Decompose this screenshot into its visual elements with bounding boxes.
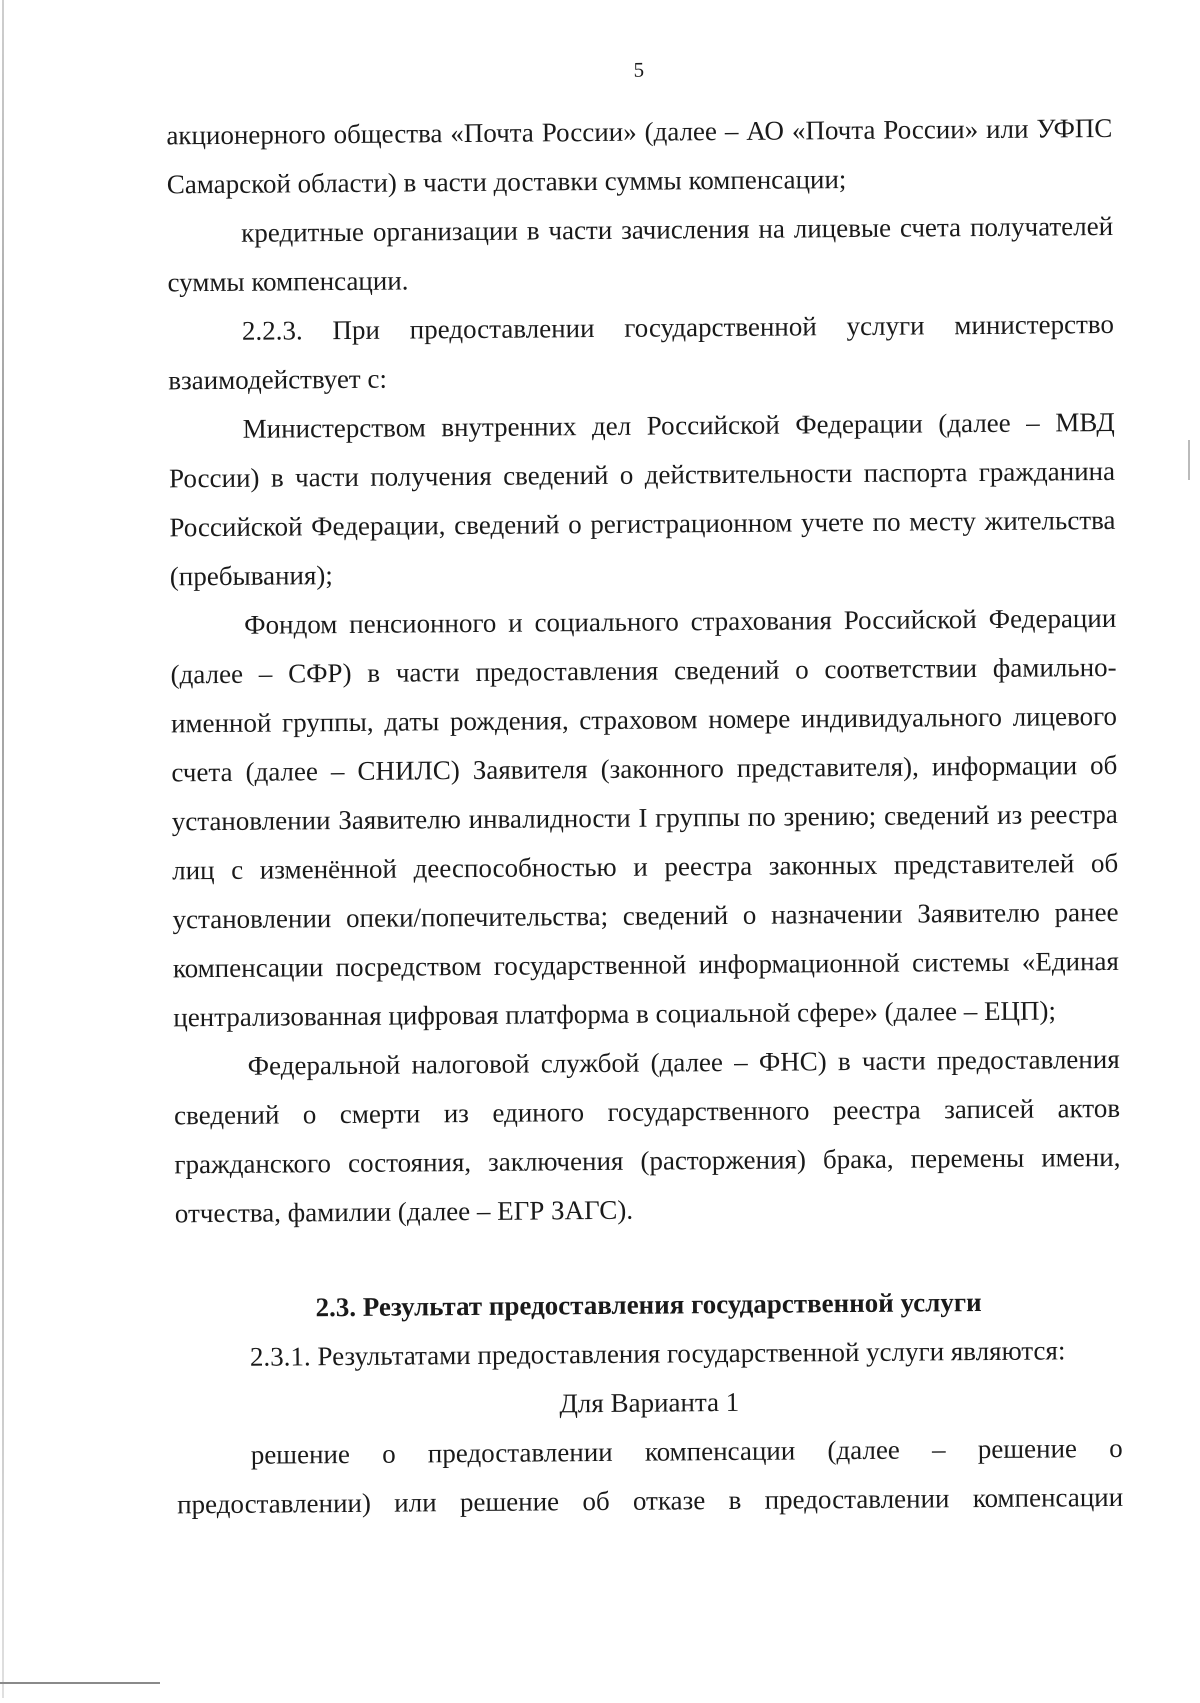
paragraph-fns: Федеральной налоговой службой (далее – ФНС) в части предоставления сведений о смерти из единого государственного реестра записей актов гражданского состояния, заключения (расторжения) брака, перемены имени, отчества, фамилии (далее – ЕГР ЗАГС).: [173, 1043, 1121, 1229]
paragraph-mvd: Министерством внутренних дел Российской Федерации (далее – МВД России) в части получения сведений о действительности паспорта гражданина Российской Федерации, сведений о регистрационном учете по месту жительства (пребывания);: [168, 406, 1116, 592]
variant-1-label: Для Варианта 1: [559, 1386, 740, 1419]
paragraph-post-delivery: акционерного общества «Почта России» (далее – АО «Почта России» или УФПС Самарской области) в части доставки суммы компенсации;: [166, 112, 1113, 200]
paragraph-decision: решение о предоставлении компенсации (далее – решение о предоставлении) или решение об отказе в предоставлении компенсации: [177, 1432, 1124, 1520]
section-heading-2-3: 2.3. Результат предоставления государственной услуги: [315, 1287, 982, 1323]
paragraph-sfr: Фондом пенсионного и социального страхования Российской Федерации (далее – СФР) в части предоставления сведений о соответствии фамильно-именной группы, даты рождения, страховом номере индивидуального лицевого счета (далее – СНИЛС) Заявителя (законного представителя), информации об установлении Заявителю инвалидности I группы по зрению; сведений из реестра лиц с изменённой дееспособностью и реестра законных представителей об установлении опеки/попечительства; сведений о назначении Заявителю ранее компенсации посредством государственной информационной системы «Единая централизованная цифровая платформа в социальной сфере» (далее – ЕЦП);: [170, 602, 1120, 1033]
paragraph-2-3-1: 2.3.1. Результатами предоставления государственной услуги являются:: [249, 1335, 1066, 1372]
document-body: [166, 104, 1123, 1529]
paragraph-credit-organizations: кредитные организации в части зачисления на лицевые счета получателей суммы компенсации.: [167, 210, 1114, 298]
page-number: 5: [633, 57, 645, 82]
paragraph-2-2-3: 2.2.3. При предоставлении государственной услуги министерство взаимодействует с:: [168, 308, 1115, 396]
